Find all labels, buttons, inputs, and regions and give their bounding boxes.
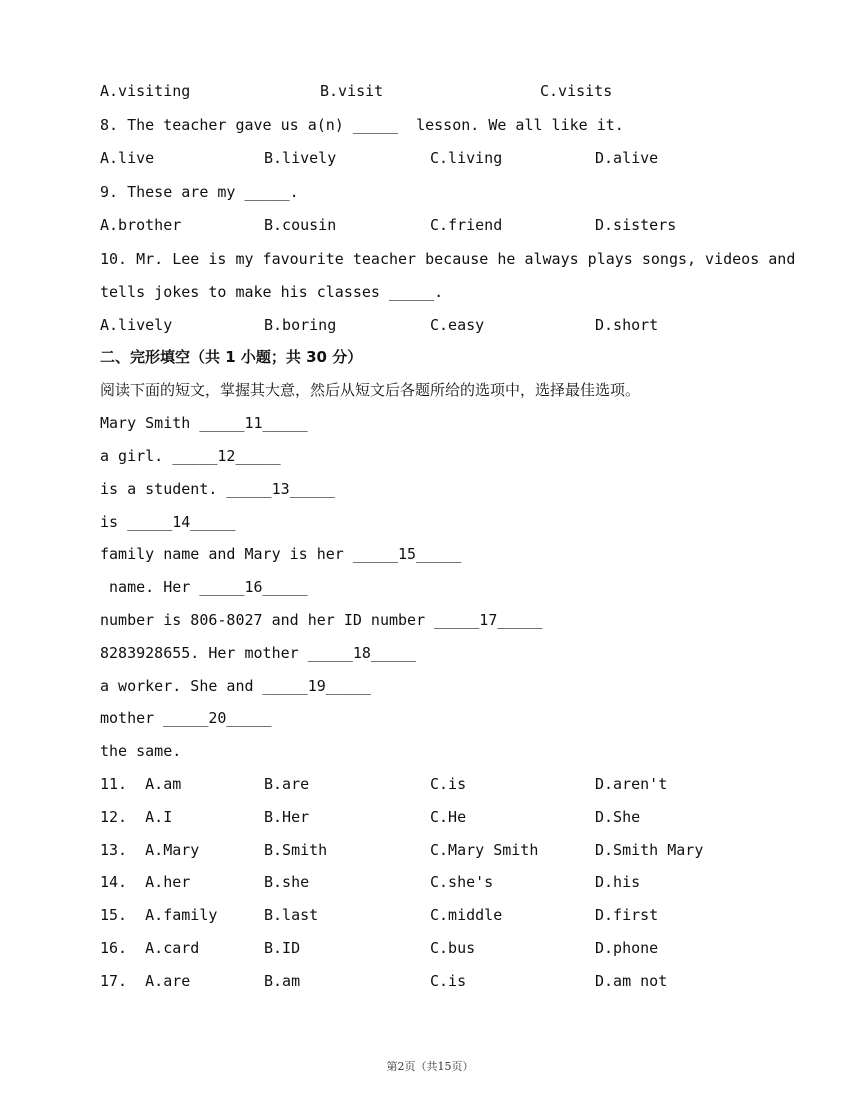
q10-option-a: A.lively (100, 316, 173, 334)
q11-option-b: B.are (264, 775, 310, 793)
q17-option-b: B.am (264, 972, 301, 990)
q11-option-a: 11. A.am (100, 775, 182, 793)
q7-option-a: A.visiting (100, 82, 191, 100)
q11-option-c: C.is (430, 775, 467, 793)
q9-option-d: D.sisters (595, 216, 677, 234)
passage-line: a worker. She and _____19_____ (100, 677, 371, 695)
passage-line: family name and Mary is her _____15_____ (100, 545, 462, 563)
q13-option-a: 13. A.Mary (100, 841, 200, 859)
q8-stem: 8. The teacher gave us a(n) _____ lesson. We all like it. (100, 116, 624, 134)
passage-line: the same. (100, 742, 182, 760)
q8-option-b: B.lively (264, 149, 337, 167)
q8-option-a: A.live (100, 149, 155, 167)
q17-option-c: C.is (430, 972, 467, 990)
q16-option-b: B.ID (264, 939, 301, 957)
passage-line: Mary Smith _____11_____ (100, 414, 308, 432)
q9-stem: 9. These are my _____. (100, 183, 299, 201)
q9-option-b: B.cousin (264, 216, 337, 234)
section-heading: 二、完形填空（共 1 小题；共 30 分） (100, 348, 363, 366)
q9-option-c: C.friend (430, 216, 503, 234)
q12-option-c: C.He (430, 808, 467, 826)
q12-option-a: 12. A.I (100, 808, 173, 826)
q7-option-c: C.visits (540, 82, 613, 100)
q7-option-b: B.visit (320, 82, 384, 100)
q14-option-b: B.she (264, 873, 310, 891)
passage-line: number is 806-8027 and her ID number _____17_____ (100, 611, 543, 629)
q14-option-c: C.she's (430, 873, 494, 891)
passage-line: is a student. _____13_____ (100, 480, 335, 498)
q16-option-a: 16. A.card (100, 939, 200, 957)
q16-option-d: D.phone (595, 939, 659, 957)
q13-option-c: C.Mary Smith (430, 841, 539, 859)
q15-option-d: D.first (595, 906, 659, 924)
q15-option-c: C.middle (430, 906, 503, 924)
passage-line: is _____14_____ (100, 513, 236, 531)
q17-option-d: D.am not (595, 972, 668, 990)
q10-option-c: C.easy (430, 316, 485, 334)
q10-stem-line2: tells jokes to make his classes _____. (100, 283, 444, 301)
passage-line: mother _____20_____ (100, 709, 272, 727)
q10-stem-line1: 10. Mr. Lee is my favourite teacher because he always plays songs, videos and (100, 250, 796, 268)
q8-option-c: C.living (430, 149, 503, 167)
q15-option-b: B.last (264, 906, 319, 924)
q17-option-a: 17. A.are (100, 972, 191, 990)
page-footer: 第2页（共15页） (386, 1060, 474, 1073)
q14-option-d: D.his (595, 873, 641, 891)
q16-option-c: C.bus (430, 939, 476, 957)
q11-option-d: D.aren't (595, 775, 668, 793)
passage-line: name. Her _____16_____ (100, 578, 308, 596)
q12-option-d: D.She (595, 808, 641, 826)
q15-option-a: 15. A.family (100, 906, 218, 924)
section-instruction: 阅读下面的短文，掌握其大意，然后从短文后各题所给的选项中，选择最佳选项。 (100, 381, 641, 399)
passage-line: a girl. _____12_____ (100, 447, 281, 465)
q13-option-b: B.Smith (264, 841, 328, 859)
q14-option-a: 14. A.her (100, 873, 191, 891)
passage-line: 8283928655. Her mother _____18_____ (100, 644, 417, 662)
q9-option-a: A.brother (100, 216, 182, 234)
q10-option-d: D.short (595, 316, 659, 334)
q12-option-b: B.Her (264, 808, 310, 826)
q10-option-b: B.boring (264, 316, 337, 334)
q8-option-d: D.alive (595, 149, 659, 167)
q13-option-d: D.Smith Mary (595, 841, 704, 859)
